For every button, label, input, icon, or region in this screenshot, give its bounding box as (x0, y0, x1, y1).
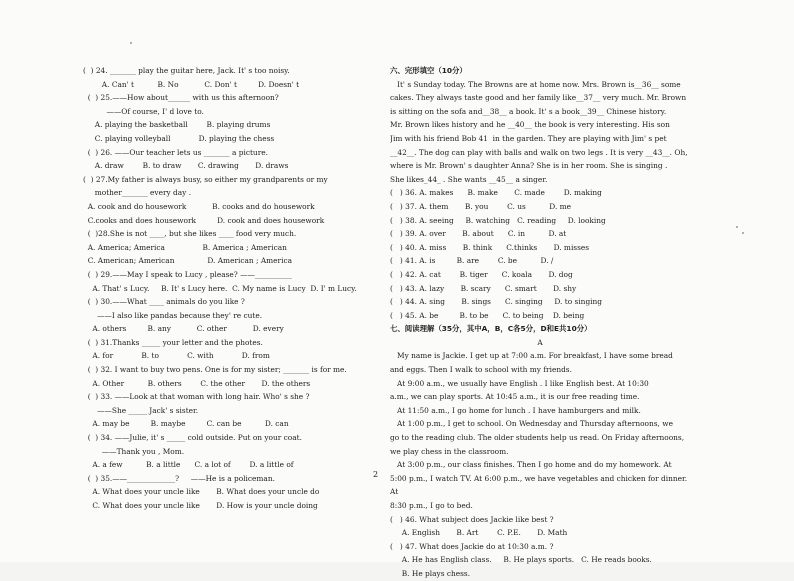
reading-passage-line: My name is Jackie. I get up at 7:00 a.m. For breakfast, I have some bread (390, 351, 673, 361)
exam-line: ( ) 27.My father is always busy, so either my grandparents or my (83, 174, 328, 184)
cloze-passage-line: cakes. They always taste good and her family like__37__ very much. Mr. Brown (390, 93, 687, 103)
cloze-options (390, 186, 690, 322)
reading-question-line: A. He has English class. B. He plays sports. C. He reads books. (390, 555, 652, 565)
exam-line: A. others B. any C. other D. every (83, 324, 284, 334)
exam-line: ( )28.She is not ____, but she likes ____ food very much. (83, 229, 297, 239)
reading-passage-line: 8:30 p.m., I go to bed. (390, 501, 473, 510)
reading-section-label: A (537, 337, 543, 347)
reading-passage-line: At 3:00 p.m., our class finishes. Then I go home and do my homework. At (390, 460, 672, 470)
right-column (390, 64, 690, 581)
reading-passage-line: a.m., we can play sports. At 10:45 a.m., it is our free reading time. (390, 392, 640, 402)
exam-line: A. draw B. to draw C. drawing D. draws (83, 161, 289, 171)
exam-line: ( ) 25.——How about______ with us this afternoon? (83, 93, 279, 103)
cloze-passage-line: Mr. Brown likes history and he __40__ the book is very interesting. His son (390, 120, 670, 130)
exam-line: ( ) 31.Thanks _____ your letter and the photes. (83, 337, 263, 347)
exam-line: A. for B. to C. with D. from (83, 351, 270, 361)
exam-line: ——Thank you , Mom. (83, 446, 185, 456)
exam-line: ——She _____ Jack' s sister. (83, 405, 199, 415)
scan-speck (130, 42, 132, 44)
scan-speck (736, 226, 738, 228)
exam-line: C. What does your uncle like D. How is your uncle doing (83, 501, 318, 510)
cloze-passage-line: She likes_44_ . She wants __45__ a singer. (390, 174, 548, 184)
cloze-option-row: ( ) 45. A. be B. to be C. to being D. being (390, 310, 585, 320)
reading-question-line: ( ) 47. What does Jackie do at 10:30 a.m. ? (390, 541, 554, 551)
reading-passage-line: 5:00 p.m., I watch TV. At 6:00 p.m., we have vegetables and chicken for dinner. (390, 473, 688, 483)
cloze-passage-line: where is Mr. Brown' s daughter Anna? She is in her room. She is singing . (390, 161, 668, 171)
cloze-passage-line: __42__. The dog can play with balls and walk on two legs . It is very __43__. Oh, (390, 147, 688, 157)
exam-line: A. What does your uncle like B. What does your uncle do (83, 487, 320, 497)
exam-line: C. American; American D. American ; America (83, 256, 292, 266)
exam-line: mother_______ every day . (83, 188, 192, 198)
exam-line: ——Of course, I' d love to. (83, 106, 204, 116)
exam-line: A. playing the basketball B. playing drums (83, 120, 271, 130)
exam-line: ( ) 29.——May I speak to Lucy , please? ——__________ (83, 269, 292, 279)
cloze-passage (390, 78, 690, 187)
cloze-option-row: ( ) 43. A. lazy B. scary C. smart D. shy (390, 283, 577, 293)
reading-passage-line: At 1:00 p.m., I get to school. On Wednesday and Thursday afternoons, we (390, 419, 673, 429)
exam-line: A. That' s Lucy. B. It' s Lucy here. C. My name is Lucy D. I' m Lucy. (83, 283, 357, 293)
exam-line: A. Can' t B. No C. Don' t D. Doesn' t (83, 79, 300, 89)
cloze-option-row: ( ) 41. A. is B. are C. be D. / (390, 256, 554, 266)
exam-line: ——I also like pandas because they' re cute. (83, 310, 263, 320)
exam-line: A. cook and do housework B. cooks and do housework (83, 201, 315, 211)
left-lines (83, 64, 373, 513)
reading-passage-line: go to the reading club. The older students help us read. On Friday afternoons, (390, 433, 685, 443)
exam-line: ( ) 34. ——Julie, it' s _____ cold outside. Put on your coat. (83, 433, 302, 443)
reading-passage-line: and eggs. Then I walk to school with my friends. (390, 365, 572, 375)
exam-line: A. may be B. maybe C. can be D. can (83, 419, 289, 429)
exam-line: ( ) 35.——_____________? ——He is a policeman. (83, 473, 275, 483)
cloze-option-row: ( ) 39. A. over B. about C. in D. at (390, 229, 567, 239)
cloze-option-row: ( ) 38. A. seeing B. watching C. reading D. looking (390, 215, 606, 225)
reading-passage-line: At 9:00 a.m., we usually have English . I like English best. At 10:30 (390, 378, 649, 388)
cloze-heading: 六、完形填空（10分） (390, 66, 467, 75)
scan-speck (742, 232, 744, 234)
exam-line: ( ) 26. ——Our teacher lets us _______ a picture. (83, 147, 268, 157)
exam-line: C.cooks and does housework D. cook and does housework (83, 215, 325, 225)
page-number: 2 (373, 470, 379, 479)
cloze-option-row: ( ) 36. A. makes B. make C. made D. making (390, 188, 602, 198)
reading-questions (390, 513, 690, 581)
reading-question-line: ( ) 46. What subject does Jackie like best ? (390, 514, 554, 524)
cloze-passage-line: It' s Sunday today. The Browns are at home now. Mrs. Brown is__36__ some (390, 79, 681, 89)
exam-line: A. Other B. others C. the other D. the others (83, 378, 311, 388)
reading-passage-line: we play chess in the classroom. (390, 446, 509, 456)
cloze-option-row: ( ) 44. A. sing B. sings C. singing D. to singing (390, 297, 603, 307)
exam-line: ( ) 33. ——Look at that woman with long hair. Who' s she ? (83, 392, 310, 402)
reading-passage (390, 349, 690, 512)
reading-question-line: A. English B. Art C. P.E. D. Math (390, 528, 568, 538)
cloze-passage-line: is sitting on the sofa and__38__ a book. It' s a book__39__ Chinese history. (390, 106, 667, 116)
cloze-passage-line: Jim with his friend Bob 41 in the garden. They are playing with Jim' s pet (390, 133, 667, 143)
cloze-option-row: ( ) 37. A. them B. you C. us D. me (390, 201, 572, 211)
exam-line: C. playing volleyball D. playing the chess (83, 133, 275, 143)
exam-line: A. a few B. a little C. a lot of D. a little of (83, 460, 294, 470)
reading-question-line: B. He plays chess. (390, 568, 471, 578)
exam-line: A. America; America B. America ; American (83, 242, 287, 252)
reading-passage-line: At 11:50 a.m., I go home for lunch . I have hamburgers and milk. (390, 405, 641, 415)
cloze-option-row: ( ) 40. A. miss B. think C.thinks D. misses (390, 242, 590, 252)
reading-heading: 七、阅读理解（35分，其中A，B，C各5分，D和E共10分） (390, 324, 592, 334)
exam-line: ( ) 32. I want to buy two pens. One is for my sister; _______ is for me. (83, 365, 347, 375)
exam-line: ( ) 24. _______ play the guitar here, Jack. It' s too noisy. (83, 66, 290, 75)
left-column (83, 64, 373, 513)
reading-passage-line: At (390, 487, 399, 497)
exam-line: ( ) 30.——What ____ animals do you like ? (83, 297, 245, 307)
cloze-option-row: ( ) 42. A. cat B. tiger C. koala D. dog (390, 269, 573, 279)
